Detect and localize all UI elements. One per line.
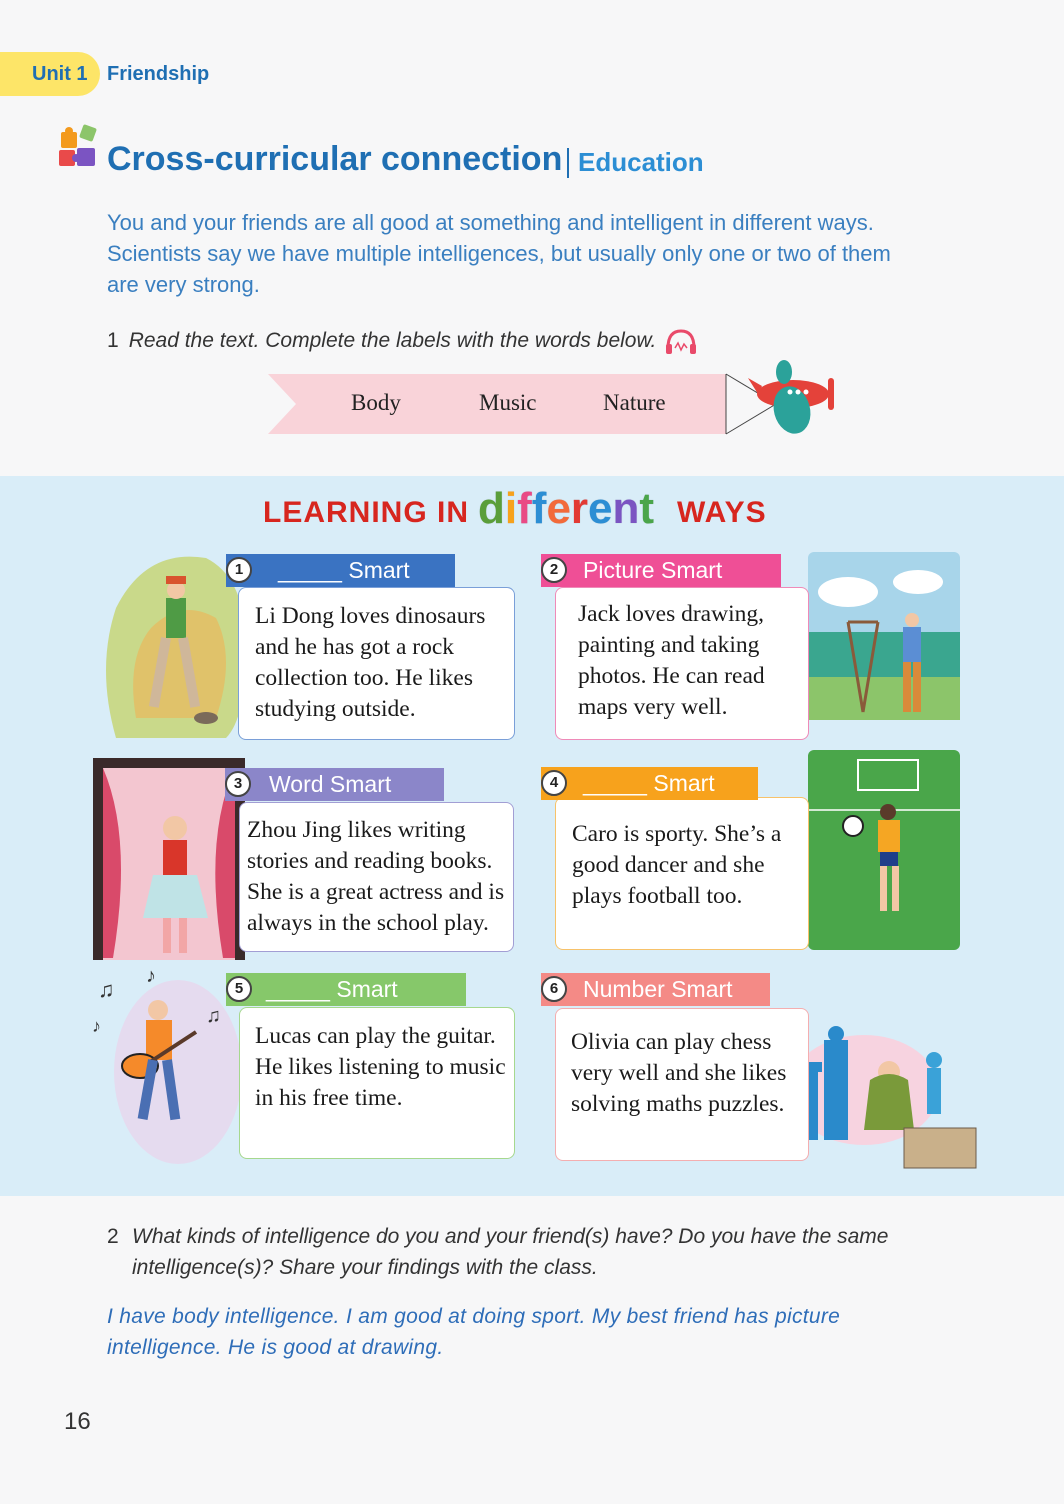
painter-illustration <box>808 552 960 720</box>
card-4-number: 4 <box>541 770 567 796</box>
svg-text:♪: ♪ <box>92 1016 101 1036</box>
letter: e <box>588 484 613 533</box>
card-6-text: Olivia can play chess very well and she likes solving maths puzzles. <box>571 1029 787 1117</box>
card-4-label[interactable]: _____ Smart <box>541 767 758 800</box>
card-1-number: 1 <box>226 557 252 583</box>
title-divider <box>567 148 569 178</box>
card-6-number: 6 <box>541 976 567 1002</box>
sample-answer: I have body intelligence. I am good at doing sport. My best friend has picture intelligence. He is good at drawing. <box>107 1305 841 1359</box>
task-2-question: What kinds of intelligence do you and your friend(s) have? Do you have the same intelligence(s)? Share your findings with the class. <box>132 1225 889 1279</box>
guitarist-illustration <box>88 962 242 1166</box>
task-2 <box>107 1221 927 1283</box>
page-number: 16 <box>64 1408 91 1435</box>
section-title: Cross-curricular connection <box>107 140 563 178</box>
card-1-label[interactable]: _____ Smart <box>226 554 455 587</box>
word-nature: Nature <box>603 390 666 415</box>
letter: f <box>517 484 532 533</box>
letter: r <box>570 484 589 533</box>
airplane-icon <box>748 360 840 440</box>
card-5-label[interactable]: _____ Smart <box>226 973 466 1006</box>
card-3-number: 3 <box>225 771 251 797</box>
word-body: Body <box>351 390 401 415</box>
card-6-label: Number Smart <box>541 973 770 1006</box>
headline-ways: WAYS <box>677 496 767 529</box>
intro-paragraph: You and your friends are all good at something and intelligent in different ways. Scientists say we have multiple intelligences, but usually only one or two of them are very strong. <box>107 210 891 297</box>
card-2-label: Picture Smart <box>541 554 781 587</box>
task-2-number: 2 <box>107 1225 119 1248</box>
svg-text:♫: ♫ <box>206 1005 221 1027</box>
puzzle-icon <box>55 122 105 174</box>
section-subtitle: Education <box>578 147 704 177</box>
card-4-text: Caro is sporty. She’s a good dancer and she plays football too. <box>572 821 782 909</box>
svg-text:♪: ♪ <box>146 965 156 987</box>
task-1-number: 1 <box>107 329 119 352</box>
card-5-text: Lucas can play the guitar. He likes listening to music in his free time. <box>255 1023 506 1111</box>
letter: t <box>639 484 655 533</box>
card-3-label: Word Smart <box>225 768 444 801</box>
headphones-icon[interactable] <box>664 328 698 356</box>
card-2-number: 2 <box>541 557 567 583</box>
card-3-text: Zhou Jing likes writing stories and reading books. She is a great actress and is always in the school play. <box>247 817 505 936</box>
letter: f <box>531 484 547 533</box>
unit-title: Friendship <box>107 63 210 85</box>
svg-text:♫: ♫ <box>98 977 115 1002</box>
unit-number: Unit 1 <box>32 63 88 85</box>
task-1 <box>107 329 656 353</box>
letter: i <box>504 484 518 533</box>
card-5-number: 5 <box>226 976 252 1002</box>
headline-different <box>478 484 654 534</box>
letter: e <box>546 484 571 533</box>
task-1-instruction: Read the text. Complete the labels with the words below. <box>128 329 657 352</box>
card-1-text: Li Dong loves dinosaurs and he has got a rock collection too. He likes studying outside. <box>255 603 486 722</box>
football-illustration <box>808 750 960 950</box>
letter: d <box>478 484 505 533</box>
chess-illustration <box>784 1020 980 1174</box>
card-2-text: Jack loves drawing, painting and taking photos. He can read maps very well. <box>578 601 765 720</box>
actress-illustration <box>93 758 245 960</box>
word-music: Music <box>479 390 537 415</box>
headline-learning-in: LEARNING IN <box>263 496 469 529</box>
letter: n <box>612 484 640 533</box>
